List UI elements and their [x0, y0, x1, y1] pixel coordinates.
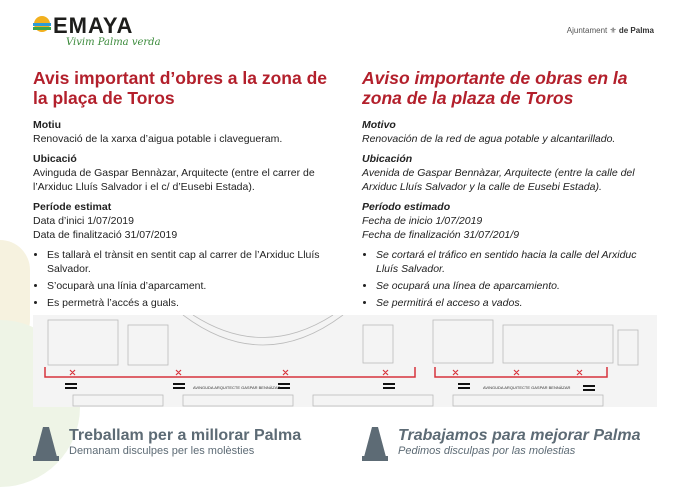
spanish-footer: [362, 427, 657, 457]
section-body: Renovación de la red de agua potable y alcantarillado.: [362, 133, 616, 145]
footer-title: Treballam per a millorar Palma: [69, 427, 302, 444]
works-map: [33, 315, 657, 407]
notice-title: Avis important d’obres a la zona de la plaça de Toros: [33, 68, 327, 108]
section-heading: Ubicació: [33, 153, 77, 165]
section-heading: Període estimat: [33, 201, 112, 213]
period-section: [362, 200, 657, 242]
start-date: Fecha de inicio 1/07/2019: [362, 215, 483, 227]
list-item: • Es permetrà l’accés a guals.: [47, 296, 328, 310]
list-item: • Es tallarà el trànsit en sentit cap al carrer de l’Arxiduc Lluís Salvador.: [47, 248, 328, 276]
notice-title: Aviso importante de obras en la zona de la plaza de Toros: [362, 68, 628, 108]
footer-subtitle: Pedimos disculpas por las molestias: [398, 445, 576, 457]
period-section: [33, 200, 328, 242]
section-body: Avenida de Gaspar Bennàzar, Arquitecte (entre la calle del Arxiduc Lluís Salvador y la calle de Eusebi Estada).: [362, 167, 635, 193]
traffic-cone-icon: [33, 427, 59, 461]
list-item: • Se cortará el tráfico en sentido hacia la calle del Arxiduc Lluís Salvador.: [376, 248, 657, 276]
catalan-column: [33, 68, 328, 313]
section-body: Avinguda de Gaspar Bennàzar, Arquitecte (entre el carrer de l’Arxiduc Lluís Salvador i el c/ d’Eusebi Estada).: [33, 167, 315, 193]
footer-title: Trabajamos para mejorar Palma: [398, 427, 641, 444]
start-date: Data d’inici 1/07/2019: [33, 215, 134, 227]
location-section: [362, 152, 657, 194]
section-heading: Motivo: [362, 119, 396, 131]
street-label: AVINGUDA ARQUITECTE GASPAR BENNÀZAR: [193, 385, 281, 390]
list-item: • Se ocupará una línea de aparcamiento.: [376, 279, 657, 293]
reason-section: [33, 118, 328, 146]
street-label: AVINGUDA ARQUITECTE GASPAR BENNÀZAR: [483, 385, 571, 390]
map-drawing: [33, 315, 657, 407]
list-item: • Se permitirá el acceso a vados.: [376, 296, 657, 310]
emaya-wave-icon: [33, 15, 51, 33]
logo-tagline: Vivim Palma verda: [66, 37, 161, 48]
reason-section: [362, 118, 657, 146]
catalan-footer: [33, 427, 328, 457]
end-date: Fecha de finalización 31/07/201/9: [362, 229, 520, 241]
measures-list: [33, 248, 328, 310]
section-heading: Período estimado: [362, 201, 451, 213]
location-section: [33, 152, 328, 194]
measures-list: [362, 248, 657, 310]
list-item: • S’ocuparà una línia d’aparcament.: [47, 279, 328, 293]
section-heading: Ubicación: [362, 153, 413, 165]
end-date: Data de finalització 31/07/2019: [33, 229, 178, 241]
ajuntament-logo: Ajuntament ⚜ de Palma: [566, 26, 654, 35]
city-prefix: Ajuntament: [566, 26, 608, 35]
emaya-logo: [33, 13, 161, 51]
spanish-column: [362, 68, 657, 313]
city-name: de Palma: [618, 26, 654, 35]
footer-subtitle: Demanam disculpes per les molèsties: [69, 445, 255, 457]
section-body: Renovació de la xarxa d’aigua potable i clavegueram.: [33, 133, 283, 145]
section-heading: Motiu: [33, 119, 61, 131]
traffic-cone-icon: [362, 427, 388, 461]
logo-text: EMAYA: [53, 13, 134, 38]
